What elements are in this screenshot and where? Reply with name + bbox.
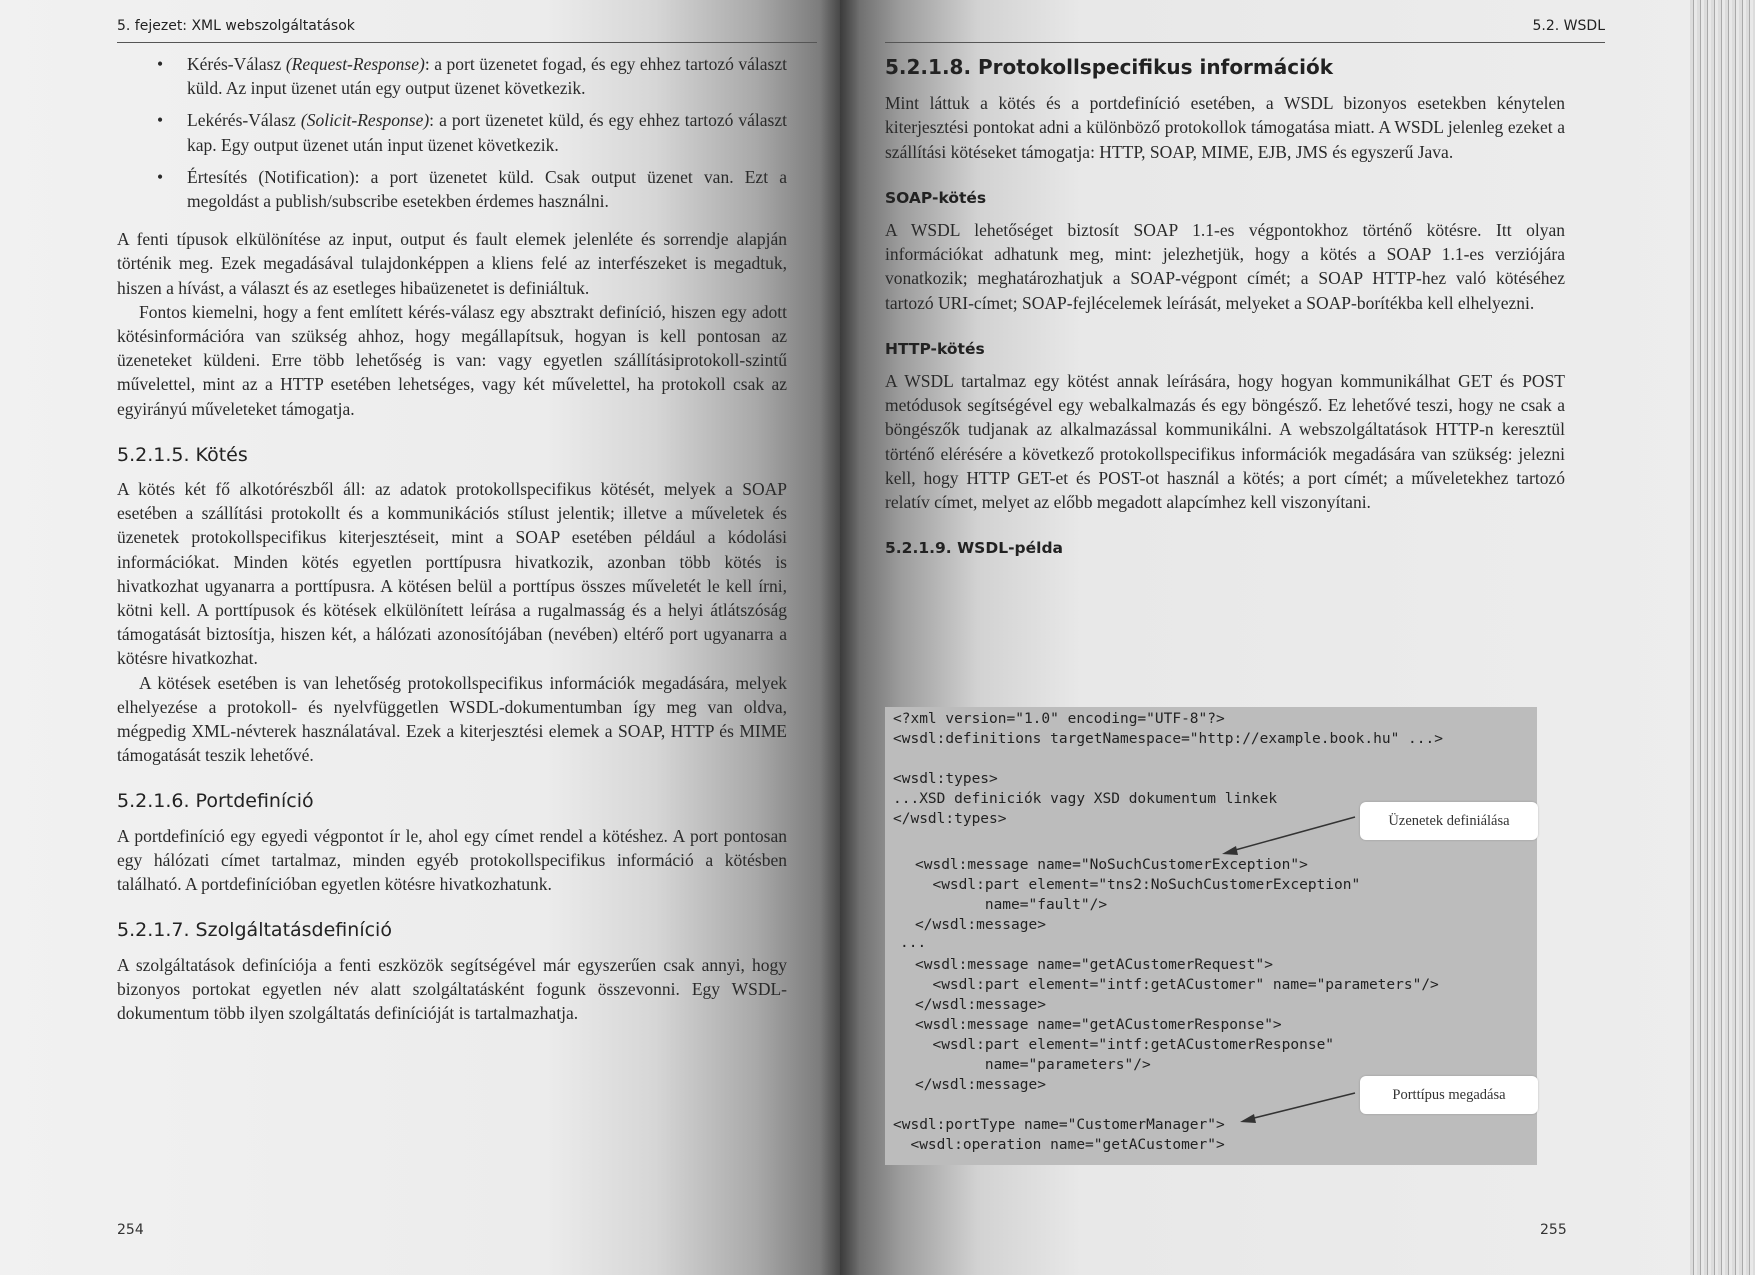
paragraph: A kötések esetében is van lehetőség protokollspecifikus információk megadására, melyek elhelyezése a protokoll- és nyelvfüggetlen WSDL-dokumentumban így meg van oldva, mégpedig XML-névterek használatával. Ezek a kiterjesztési elemek a SOAP, HTTP és MIME támogatását teszik lehetővé. xyxy=(117,672,787,766)
code-line: ...XSD definiciók vagy XSD dokumentum linkek xyxy=(893,791,1278,807)
section-heading: 5.2.1.8. Protokollspecifikus információk xyxy=(885,55,1334,79)
code-line: name="parameters"/> xyxy=(915,1057,1151,1073)
paragraph: Fontos kiemelni, hogy a fent említett kérés-válasz egy absztrakt definíció, hiszen egy adott kötésinformációra van szükség ahhoz, hogy megállapítsuk, hogyan is kell pontosan az üzeneteket küldeni. Erre több lehetőség is van: vagy egyetlen szállításiprotokoll-szintű művelettel, mint az a HTTP esetében lehetséges, vagy két művelettel, ha protokoll csak az egyirányú műveleteket támogatja. xyxy=(117,301,787,419)
paragraph: Mint láttuk a kötés és a portdefiníció esetében, a WSDL bizonyos esetekben kénytelen kiterjesztési pontokat adni a különböző protokollok támogatása miatt. A WSDL jelenleg ezeket a szállítási kötéseket támogatja: HTTP, SOAP, MIME, EJB, JMS és egyszerű Java. xyxy=(885,93,1565,162)
paragraph: A WSDL tartalmaz egy kötést annak leírására, hogy hogyan kommunikálhat GET és POST metódusok segítségével egy webalkalmazás és egy böngésző. Ez lehetővé teszi, hogy ne csak a böngészők tudjanak az alkalmazással kommunikálni. A webszolgáltatások HTTP-n keresztül történő elérésére a következő protokollspecifikus információk megadására van szükség: jelezni kell, hogy HTTP GET-et és POST-ot használ a kötés; a port címét; a műveletekhez tartozó relatív címet, melyet az előbb megadott alapcímhez kell viszonyítani. xyxy=(885,371,1565,513)
paragraph: A portdefiníció egy egyedi végpontot ír le, ahol egy címet rendel a kötéshez. A port pontosan egy hálózati címet tartalmaz, minden egyéb protokollspecifikus információ a kötésben található. A portdefinícióban egyetlen kötésre hivatkozhatunk. xyxy=(117,825,787,895)
code-line: </wsdl:message> xyxy=(915,1077,1046,1093)
code-line: ... xyxy=(900,935,927,951)
code-line: </wsdl:message> xyxy=(915,997,1046,1013)
subsection-heading: HTTP-kötés xyxy=(885,339,985,358)
list-item: • Lekérés-Válasz (Solicit-Response): a port üzenetet küld, és egy ehhez tartozó választ kap. Egy output üzenet után input üzenet következik. xyxy=(157,110,787,155)
code-line: <wsdl:part element="intf:getACustomerResponse" xyxy=(915,1037,1335,1053)
running-head-left: 5. fejezet: XML webszolgáltatások xyxy=(117,18,355,34)
code-line: <wsdl:message name="getACustomerResponse"> xyxy=(915,1017,1282,1033)
code-line: <?xml version="1.0" encoding="UTF-8"?> xyxy=(893,711,1225,727)
code-line: <wsdl:part element="intf:getACustomer" name="parameters"/> xyxy=(915,977,1439,993)
list-item: • Kérés-Válasz (Request-Response): a port üzenetet fogad, és egy ehhez tartozó választ küld. Az input üzenet után egy output üzenet következik. xyxy=(157,54,787,99)
list-item: • Értesítés (Notification): a port üzenetet küld. Csak output üzenet van. Ezt a megoldást a publish/subscribe esetekben érdemes használni. xyxy=(157,166,787,212)
code-line: <wsdl:operation name="getACustomer"> xyxy=(893,1137,1225,1153)
paragraph: A fenti típusok elkülönítése az input, output és fault elemek jelenléte és sorrendje alapján történik meg. Ezek megadásával tulajdonképpen a kliens felé az interfészeket is megadtuk, hiszen a hívást, a választ és az esetleges hibaüzenetet is definiáltuk. xyxy=(117,229,787,298)
code-line: </wsdl:message> xyxy=(915,917,1046,933)
running-head-right: 5.2. WSDL xyxy=(1532,18,1605,34)
paragraph: A szolgáltatások definíciója a fenti eszközök segítségével már egyszerűen csak annyi, hogy bizonyos portokat egyetlen név alatt szolgáltatásként fogunk összevonni. Egy WSDL-dokumentum több ilyen szolgáltatás definícióját is tartalmazhatja. xyxy=(117,954,787,1023)
code-line: </wsdl:types> xyxy=(893,811,1007,827)
code-line: <wsdl:message name="getACustomerRequest"> xyxy=(915,957,1273,973)
page-number-left: 254 xyxy=(117,1222,144,1238)
subsection-heading: SOAP-kötés xyxy=(885,188,987,207)
page-number-right: 255 xyxy=(1540,1222,1567,1238)
page-edges xyxy=(1690,0,1755,1275)
callout-porttype: Porttípus megadása xyxy=(1360,1076,1538,1114)
code-line: <wsdl:part element="tns2:NoSuchCustomerException" xyxy=(915,877,1361,893)
section-heading: 5.2.1.6. Portdefiníció xyxy=(117,790,314,813)
code-line: <wsdl:definitions targetNamespace="http://example.book.hu" ...> xyxy=(893,731,1443,747)
callout-message-definition: Üzenetek definiálása xyxy=(1360,802,1538,840)
book-gutter xyxy=(820,0,860,1275)
subsection-heading: 5.2.1.9. WSDL-példa xyxy=(885,539,1064,558)
code-line: <wsdl:portType name="CustomerManager"> xyxy=(893,1117,1225,1133)
code-line: <wsdl:message name="NoSuchCustomerException"> xyxy=(915,857,1308,873)
paragraph: A kötés két fő alkotórészből áll: az adatok protokollspecifikus kötését, melyek a SOAP esetében a szállítási protokollt és a kommunikációs stílust jelentik; illetve a műveletek és üzenetek protokollspecifikus kiterjesztéseit, mint a SOAP esetében például a kódolási információkat. Minden kötés egyetlen porttípusra hivatkozik, azonban több kötés is hivatkozhat ugyanarra a porttípusra. A kötésen belül a porttípus összes műveletét le kell írni, kötni kell. A porttípusok és kötések elkülönített leírása a rugalmasság és a helyi átlátszóság támogatását biztosítja, hiszen két, a hálózati azonosítójában (nevében) eltérő port ugyanarra a kötésre hivatkozhat. xyxy=(117,479,787,669)
paragraph: A WSDL lehetőséget biztosít SOAP 1.1-es végpontokhoz történő kötésre. Itt olyan információkat adhatunk meg, mint: jelezhetjük, hogy a kötés a SOAP 1.1-es verziójára vonatkozik; meghatározhatjuk a SOAP-végpont címét; a SOAP HTTP-hez való kötéséhez tartozó URI-címet; SOAP-fejlécelemek leírását, melyeket a SOAP-borítékba kell elhelyezni. xyxy=(885,220,1565,313)
code-line: name="fault"/> xyxy=(915,897,1108,913)
code-line: <wsdl:types> xyxy=(893,771,998,787)
section-heading: 5.2.1.7. Szolgáltatásdefiníció xyxy=(117,919,392,942)
section-heading: 5.2.1.5. Kötés xyxy=(117,443,248,466)
